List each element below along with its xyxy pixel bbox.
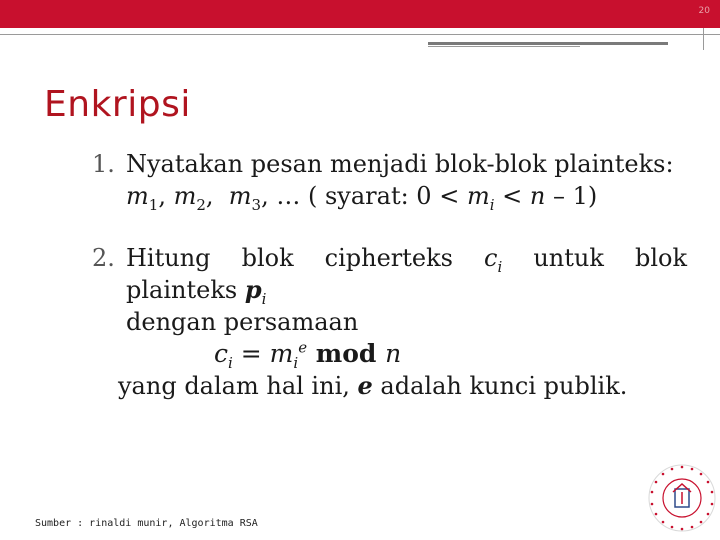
- rsa-formula: $c_i = m_i^e$ mod n: [214, 338, 402, 372]
- list-number: 1.: [92, 150, 115, 178]
- university-logo-icon: [646, 462, 718, 534]
- item2-line5: yang dalam hal ini, e adalah kunci publik.: [118, 371, 628, 400]
- list-number: 2.: [92, 244, 115, 272]
- header-accent-rule: [428, 42, 668, 45]
- page-number: 20: [698, 6, 710, 16]
- header-rule: [0, 34, 720, 35]
- item1-line2: $m_1$, $m_2$, $m_3$, … ( syarat: $0 < m_i < n - 1$): [126, 182, 598, 214]
- item1-line1: Nyatakan pesan menjadi blok-blok plainteks:: [126, 150, 674, 178]
- list-item-2: [92, 242, 687, 402]
- item2-line3: dengan persamaan: [126, 308, 359, 336]
- source-note: Sumber : rinaldi munir, Algoritma RSA: [35, 518, 258, 529]
- slide-title: Enkripsi: [44, 84, 191, 125]
- slide-body: [92, 148, 687, 402]
- item2-line2: plainteks $p_i$: [126, 275, 267, 308]
- top-bar: [0, 0, 720, 28]
- header-divider: [703, 28, 704, 50]
- list-item-1: [92, 148, 687, 212]
- item2-line1: Hitung blok cipherteks $c_i$ untuk blok: [126, 244, 687, 276]
- header-accent-rule-2: [428, 46, 580, 47]
